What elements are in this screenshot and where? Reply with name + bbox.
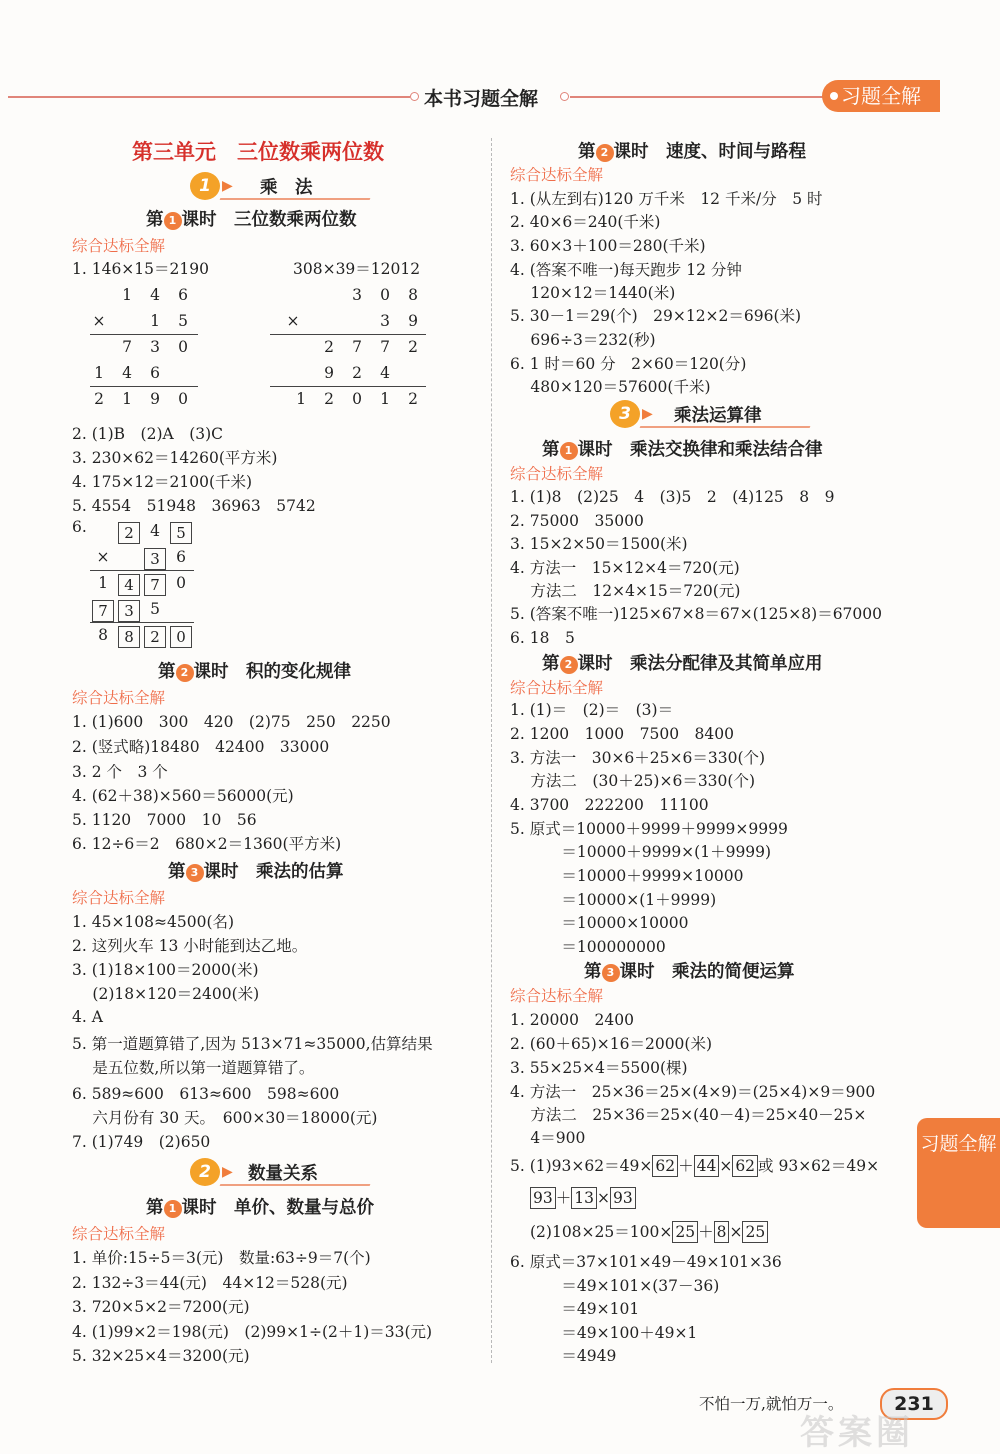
- answer-line: 3. 15×2×50＝1500(米): [510, 535, 688, 553]
- answer-line: (2)18×120＝2400(米): [72, 985, 260, 1003]
- answer-box: 2: [118, 522, 140, 544]
- header-badge: 习题全解: [822, 80, 940, 112]
- digit: 7: [352, 338, 362, 356]
- answer-line: 4. (62＋38)×560＝56000(元): [72, 787, 294, 805]
- subheading: 综合达标全解: [510, 465, 604, 483]
- answer-box: 3: [118, 600, 140, 622]
- answer-line: 120×12＝1440(米): [510, 284, 676, 302]
- answer-line: 6.: [72, 518, 87, 536]
- answer-box: 44: [694, 1155, 720, 1177]
- digit: 9: [408, 312, 418, 330]
- answer-line: ＝49×101: [510, 1300, 640, 1318]
- section-title: 数量关系: [248, 1164, 318, 1184]
- digit: 5: [150, 600, 160, 618]
- answer-box: 62: [732, 1155, 758, 1177]
- section-number-badge: 2: [190, 1158, 220, 1186]
- answer-line: 2. 75000 35000: [510, 512, 644, 530]
- digit: 2: [352, 364, 362, 382]
- unit-title: 第三单元 三位数乘两位数: [132, 140, 384, 164]
- digit: 2: [408, 390, 418, 408]
- lesson-title: 课时 三位数乘两位数: [181, 210, 357, 230]
- answer-line: 5. 原式＝10000＋9999＋9999×9999: [510, 820, 788, 838]
- digit: 0: [176, 574, 186, 592]
- vertical-multiplication-1: [92, 282, 200, 412]
- digit: 1: [296, 390, 306, 408]
- answer-box: 25: [742, 1221, 768, 1243]
- answer-line: ＝10000×(1＋9999): [510, 891, 717, 909]
- answer-box: 4: [118, 574, 140, 596]
- lesson-number-badge: 3: [186, 864, 204, 882]
- arrow-icon: ▶: [222, 178, 233, 194]
- lesson-title: 课时 乘法的简便运算: [619, 962, 795, 982]
- section-underline: [220, 1184, 371, 1186]
- text-segment: 或 93×62＝49×: [758, 1157, 880, 1175]
- answer-line-boxed: [530, 1220, 768, 1243]
- side-tab[interactable]: [917, 1118, 1000, 1228]
- lesson-title: 课时 乘法的估算: [203, 862, 344, 882]
- answer-box: 62: [652, 1155, 678, 1177]
- digit: 9: [150, 390, 160, 408]
- operator: ×: [596, 1189, 610, 1207]
- digit: 4: [380, 364, 390, 382]
- header-dot-icon: [410, 92, 419, 101]
- answer-line: 4. (答案不唯一)每天跑步 12 分钟: [510, 261, 742, 279]
- answer-line: ＝49×100＋49×1: [510, 1324, 698, 1342]
- answer-line: 2. 40×6＝240(千米): [510, 213, 661, 231]
- digit: 5: [178, 312, 188, 330]
- digit-box: [144, 574, 166, 596]
- header-rule-right: [570, 96, 825, 98]
- answer-box: 7: [144, 574, 166, 596]
- section-number-badge: 1: [190, 172, 220, 200]
- digit: 3: [380, 312, 390, 330]
- answer-line: 是五位数,所以第一道题算错了。: [72, 1059, 315, 1077]
- answer-line-boxed: [530, 1186, 636, 1209]
- answer-line: 5. (答案不唯一)125×67×8＝67×(125×8)＝67000: [510, 605, 883, 623]
- answer-box: 2: [144, 626, 166, 648]
- answer-line: 5. 30－1＝29(个) 29×12×2＝696(米): [510, 307, 802, 325]
- lesson-prefix: 第: [584, 962, 602, 982]
- digit: 0: [380, 286, 390, 304]
- digit-box: [170, 626, 192, 648]
- section-number-badge: 3: [610, 400, 640, 428]
- watermark: 答案圈: [800, 1413, 914, 1453]
- digit: 1: [122, 286, 132, 304]
- answer-line: 4. (1)99×2＝198(元) (2)99×1÷(2＋1)＝33(元): [72, 1323, 433, 1341]
- operator: ×: [729, 1223, 743, 1241]
- digit-box: [118, 574, 140, 596]
- answer-box: 25: [672, 1221, 698, 1243]
- answer-line-boxed: [510, 1154, 879, 1177]
- lesson-number-badge: 1: [164, 212, 182, 230]
- section-heading-2: [190, 1158, 390, 1188]
- answer-line: 六月份有 30 天。 600×30＝18000(元): [72, 1109, 378, 1127]
- answer-line: 3. 方法一 30×6＋25×6＝330(个): [510, 749, 766, 767]
- answer-box: 8: [118, 626, 140, 648]
- column-divider: [491, 138, 492, 1363]
- lesson-heading: [542, 436, 823, 461]
- section-underline: [640, 426, 811, 428]
- lesson-number-badge: 1: [164, 1200, 182, 1218]
- footer-motto: 不怕一万,就怕万一。: [699, 1395, 844, 1413]
- times-sign: ×: [92, 312, 106, 330]
- lesson-prefix: 第: [168, 862, 186, 882]
- answer-line: 5. 4554 51948 36963 5742: [72, 497, 316, 515]
- answer-line: ＝10000×10000: [510, 914, 689, 932]
- rule: [90, 570, 194, 571]
- operator: ＋: [698, 1223, 714, 1241]
- text-segment: (2)108×25＝100×: [530, 1223, 673, 1241]
- answer-box: 7: [92, 600, 114, 622]
- digit: 2: [94, 390, 104, 408]
- subheading: 综合达标全解: [72, 237, 166, 255]
- section-heading-3: [610, 400, 810, 430]
- section-heading-1: [190, 172, 370, 202]
- answer-line: 3. 55×25×4＝5500(棵): [510, 1059, 688, 1077]
- section-underline: [220, 198, 371, 200]
- digit: 4: [150, 286, 160, 304]
- arrow-icon: ▶: [222, 1164, 233, 1180]
- header-title: 本书习题全解: [424, 88, 539, 110]
- answer-line: 5. 32×25×4＝3200(元): [72, 1347, 250, 1365]
- digit-box: [118, 626, 140, 648]
- answer-line: 3. 60×3＋100＝280(千米): [510, 237, 706, 255]
- lesson-prefix: 第: [542, 440, 560, 460]
- operator: ×: [719, 1157, 733, 1175]
- answer-line: 5. 1120 7000 10 56: [72, 811, 257, 829]
- lesson-heading: [146, 1194, 374, 1219]
- answer-line: 480×120＝57600(千米): [510, 378, 711, 396]
- lesson-title: 课时 乘法交换律和乘法结合律: [577, 440, 823, 460]
- times-sign: ×: [286, 312, 300, 330]
- digit: 6: [150, 364, 160, 382]
- answer-line: 3. (1)18×100＝2000(米): [72, 961, 259, 979]
- answer-line: 7. (1)749 (2)650: [72, 1133, 211, 1151]
- answer-box: 93: [610, 1187, 636, 1209]
- answer-line: 1. (1)＝ (2)＝ (3)＝: [510, 701, 674, 719]
- digit: 1: [122, 390, 132, 408]
- lesson-prefix: 第: [578, 142, 596, 162]
- digit: 0: [178, 338, 188, 356]
- answer-line: 4. 175×12＝2100(千米): [72, 473, 253, 491]
- answer-line: 4. A: [72, 1008, 103, 1026]
- digit-text: 4: [150, 522, 160, 540]
- digit-box: [144, 626, 166, 648]
- answer-line: ＝100000000: [510, 938, 666, 956]
- page-number: 231: [880, 1388, 948, 1420]
- section-title: 乘 法: [260, 178, 313, 198]
- answer-line: 2. 这列火车 13 小时能到达乙地。: [72, 937, 308, 955]
- answer-line: 6. 12÷6＝2 680×2＝1360(平方米): [72, 835, 342, 853]
- subheading: 综合达标全解: [72, 689, 166, 707]
- digit: 7: [380, 338, 390, 356]
- answer-line: 2. (60＋65)×16＝2000(米): [510, 1035, 713, 1053]
- lesson-title: 课时 单价、数量与总价: [181, 1198, 374, 1218]
- answer-line: ＝49×101×(37－36): [510, 1277, 720, 1295]
- answer-line: 308×39＝12012: [293, 260, 421, 278]
- lesson-title: 课时 乘法分配律及其简单应用: [577, 654, 823, 674]
- answer-line: 1. 20000 2400: [510, 1011, 634, 1029]
- answer-line: 4. 3700 222200 11100: [510, 796, 709, 814]
- digit-box: [118, 522, 140, 544]
- section-title: 乘法运算律: [674, 406, 762, 426]
- rule: [90, 386, 198, 387]
- rule: [270, 334, 426, 335]
- lesson-prefix: 第: [146, 210, 164, 230]
- rule: [90, 334, 198, 335]
- digit-box: [92, 600, 114, 622]
- digit: 8: [408, 286, 418, 304]
- answer-line: 方法二 (30＋25)×6＝330(个): [510, 772, 755, 790]
- answer-line: 4. 方法一 25×36＝25×(4×9)＝(25×4)×9＝900: [510, 1083, 876, 1101]
- digit-box: [118, 600, 140, 622]
- digit: 1: [98, 574, 108, 592]
- answer-line: 6. 589≈600 613≈600 598≈600: [72, 1085, 340, 1103]
- answer-box: 8: [714, 1221, 730, 1243]
- answer-box: 0: [170, 626, 192, 648]
- arrow-icon: ▶: [642, 406, 653, 422]
- answer-line: 2. 132÷3＝44(元) 44×12＝528(元): [72, 1274, 348, 1292]
- digit: 7: [122, 338, 132, 356]
- digit: 2: [408, 338, 418, 356]
- answer-box: 3: [144, 548, 166, 570]
- rule: [270, 386, 426, 387]
- lesson-heading: [158, 658, 351, 683]
- operator: ＋: [678, 1157, 694, 1175]
- lesson-heading: [168, 858, 344, 883]
- answer-line: 1. 146×15＝2190: [72, 260, 209, 278]
- answer-line: 4＝900: [510, 1129, 586, 1147]
- lesson-heading: [584, 958, 795, 983]
- answer-line: 2. (竖式略)18480 42400 33000: [72, 738, 330, 756]
- answer-box: 93: [530, 1187, 556, 1209]
- header-dot-icon: [560, 92, 569, 101]
- lesson-heading: [146, 206, 357, 231]
- lesson-prefix: 第: [158, 662, 176, 682]
- answer-line: 1. 45×108≈4500(名): [72, 913, 235, 931]
- subheading: 综合达标全解: [72, 889, 166, 907]
- lesson-heading: [542, 650, 823, 675]
- answer-line: ＝10000＋9999×10000: [510, 867, 744, 885]
- digit-box: [170, 522, 192, 544]
- answer-line: 3. 230×62＝14260(平方米): [72, 449, 278, 467]
- lesson-number-badge: 2: [176, 664, 194, 682]
- answer-line: ＝4949: [510, 1347, 617, 1365]
- rule: [90, 622, 194, 623]
- answer-box: 5: [170, 522, 192, 544]
- digit: 9: [324, 364, 334, 382]
- digit: 1: [150, 312, 160, 330]
- lesson-prefix: 第: [542, 654, 560, 674]
- operator: ＋: [555, 1189, 572, 1207]
- side-tab-label: 习题全解: [920, 1133, 997, 1155]
- answer-line: 696÷3＝232(秒): [510, 331, 656, 349]
- digit: 6: [178, 286, 188, 304]
- answer-line: 1. (从左到右)120 万千米 12 千米/分 5 时: [510, 190, 823, 208]
- answer-line: 方法二 12×4×15＝720(元): [510, 582, 741, 600]
- answer-line: 6. 原式＝37×101×49－49×101×36: [510, 1253, 782, 1271]
- subheading: 综合达标全解: [510, 987, 604, 1005]
- vertical-multiplication-2: [286, 282, 428, 412]
- lesson-number-badge: 2: [596, 144, 614, 162]
- lesson-heading: [578, 138, 806, 163]
- answer-line: 1. (1)8 (2)25 4 (3)5 2 (4)125 8 9: [510, 488, 835, 506]
- digit: [144, 522, 166, 540]
- lesson-number-badge: 3: [602, 964, 620, 982]
- answer-line: 5. 第一道题算错了,因为 513×71≈35000,估算结果: [72, 1035, 433, 1053]
- subheading: 综合达标全解: [510, 679, 604, 697]
- lesson-number-badge: 1: [560, 442, 578, 460]
- digit: 6: [176, 548, 186, 566]
- digit: 1: [94, 364, 104, 382]
- lesson-title: 课时 积的变化规律: [193, 662, 351, 682]
- digit: 4: [122, 364, 132, 382]
- subheading: 综合达标全解: [510, 166, 604, 184]
- answer-line: 6. 1 时＝60 分 2×60＝120(分): [510, 355, 747, 373]
- multiplication-puzzle: [94, 522, 204, 652]
- answer-line: 1. 单价:15÷5＝3(元) 数量:63÷9＝7(个): [72, 1249, 371, 1267]
- answer-line: 2. 1200 1000 7500 8400: [510, 725, 735, 743]
- digit-box: [144, 548, 166, 570]
- answer-line: 2. (1)B (2)A (3)C: [72, 425, 224, 443]
- lesson-number-badge: 2: [560, 656, 578, 674]
- answer-line: 3. 2 个 3 个: [72, 763, 168, 781]
- answer-line: 方法二 25×36＝25×(40－4)＝25×40－25×: [510, 1106, 867, 1124]
- answer-line: 1. (1)600 300 420 (2)75 250 2250: [72, 713, 391, 731]
- answer-line: 4. 方法一 15×12×4＝720(元): [510, 559, 740, 577]
- digit: 0: [178, 390, 188, 408]
- digit: 0: [352, 390, 362, 408]
- lesson-prefix: 第: [146, 1198, 164, 1218]
- digit: 3: [352, 286, 362, 304]
- answer-line: ＝10000＋9999×(1＋9999): [510, 843, 772, 861]
- digit: 3: [150, 338, 160, 356]
- subheading: 综合达标全解: [72, 1225, 166, 1243]
- digit: 8: [98, 626, 108, 644]
- lesson-title: 课时 速度、时间与路程: [613, 142, 806, 162]
- answer-line: 3. 720×5×2＝7200(元): [72, 1298, 250, 1316]
- text-segment: 5. (1)93×62＝49×: [510, 1157, 653, 1175]
- digit: 2: [324, 338, 334, 356]
- digit: 2: [324, 390, 334, 408]
- answer-box: 13: [571, 1187, 597, 1209]
- answer-line: 6. 18 5: [510, 629, 575, 647]
- digit: 1: [380, 390, 390, 408]
- times-sign: ×: [96, 548, 110, 566]
- header-rule-left: [8, 96, 410, 98]
